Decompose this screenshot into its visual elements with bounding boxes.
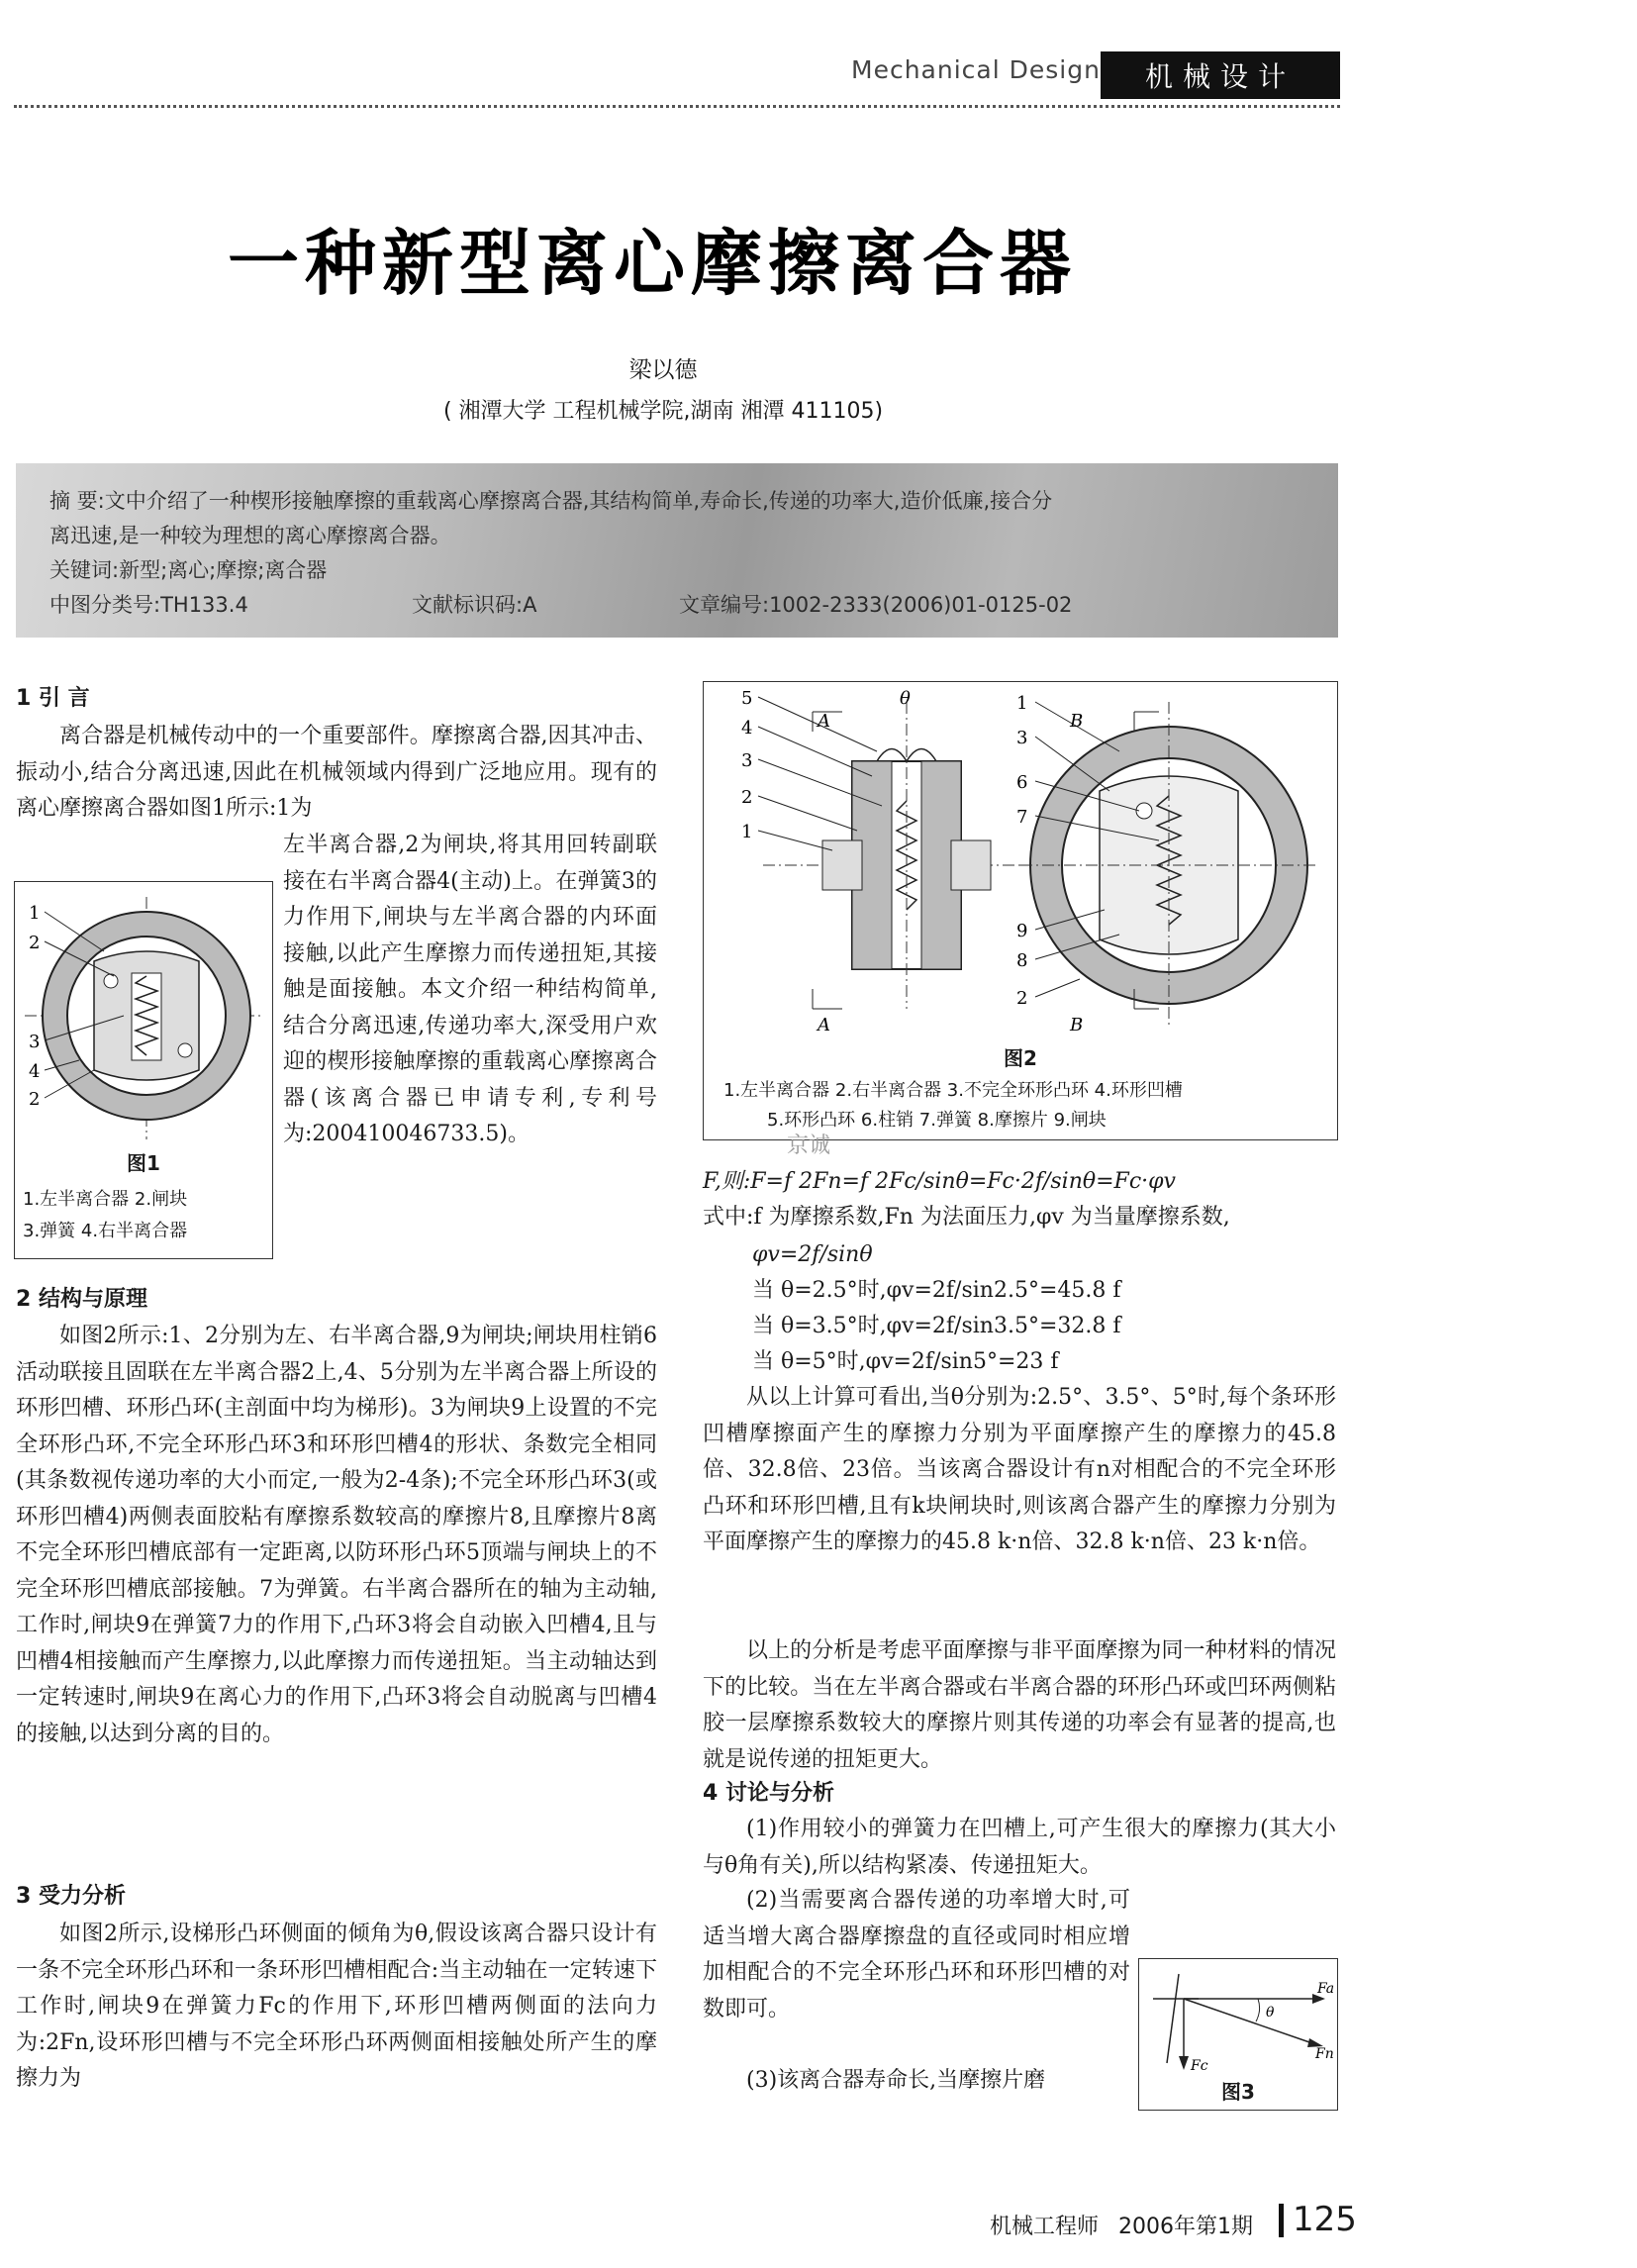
stamp-text: 京诚 [787,1134,831,1158]
fig1-title: 图1 [127,1151,160,1175]
section-3-heading: 3 受力分析 [16,1884,126,1909]
footer-issue: 2006年第1期 [1118,2215,1253,2239]
fig2-label-left-4: 4 [741,718,753,739]
discussion-item-2: (2)当需要离合器传递的功率增大时,可适当增大离合器摩擦盘的直径或同时相应增加相配合的不完全环形凸环和环形凹槽的对数即可。 [703,1888,1130,2021]
discussion-item-3: (3)该离合器寿命长,当摩擦片磨 [746,2068,1046,2093]
fig1-label-2: 2 [29,933,41,953]
fig1-label-5: 2 [29,1089,41,1110]
fig2-label-right-1: 1 [1016,693,1028,714]
formula-phi: φv=2f/sinθ [752,1242,873,1267]
abstract-line-1: 摘 要:文中介绍了一种楔形接触摩擦的重载离心摩擦离合器,其结构简单,寿命长,传递的功率大,造价低廉,接合分 [49,489,1053,513]
formula-case-3: 当 θ=5°时,φv=2f/sin5°=23 f [752,1349,1059,1374]
fig1-label-1: 1 [29,903,41,924]
section-1-paragraph-a: 离合器是机械传动中的一个重要部件。摩擦离合器,因其冲击、振动小,结合分离迅速,因此在机械领域内得到广泛地应用。现有的离心摩擦离合器如图1所示:1为 [16,724,657,821]
header-rule [14,105,1340,112]
footer-divider [1279,2204,1284,2237]
abstract-line-2: 离迅速,是一种较为理想的离心摩擦离合器。 [49,524,451,547]
article-number: 文章编号:1002-2333(2006)01-0125-02 [679,593,1073,617]
fig1-legend-2: 3.弹簧 4.右半离合器 [23,1221,188,1241]
journal-section-zh: 机械设计 [1101,51,1340,99]
formula-friction: F,则:F=f 2Fn=f 2Fc/sinθ=Fc·2f/sinθ=Fc·φv [703,1169,1176,1194]
section-1-heading: 1 引 言 [16,686,90,711]
fig3-label-fa: Fa [1317,1981,1335,1997]
fig2-section-a-bottom: A [818,1015,830,1035]
page-number: 125 [1293,2200,1357,2239]
fig2-section-b-bottom: B [1070,1015,1084,1035]
analysis-paragraph-1: 从以上计算可看出,当θ分别为:2.5°、3.5°、5°时,每个条环形凹槽摩擦面产生的摩擦力分别为平面摩擦产生的摩擦力的45.8倍、32.8倍、23倍。当该离合器设计有n对相配合的不完全环形凸环和环形凹槽,且有k块闸块时,则该离合器产生的摩擦力分别为平面摩擦产生的摩擦力的45.8 k·n倍、32.8 k·n倍、23 k·n倍。 [703,1385,1336,1554]
figure-1 [14,881,273,1259]
abstract-box [16,463,1338,638]
formula-explanation: 式中:f 为摩擦系数,Fn 为法面压力,φv 为当量摩擦系数, [703,1205,1230,1230]
section-2-paragraph: 如图2所示:1、2分别为左、右半离合器,9为闸块;闸块用柱销6活动联接且固联在左半离合器2上,4、5分别为左半离合器上所设的环形凹槽、环形凸环(主剖面中均为梯形)。3为闸块9上设置的不完全环形凸环,不完全环形凸环3和环形凹槽4的形状、条数完全相同(其条数视传递功率的大小而定,一般为2-4条);不完全环形凸环3(或环形凹槽4)两侧表面胶粘有摩擦系数较高的摩擦片8,且摩擦片8离不完全环形凹槽底部有一定距离,以防环形凸环5顶端与闸块上的不完全环形凹槽底部接触。7为弹簧。右半离合器所在的轴为主动轴,工作时,闸块9在弹簧7力的作用下,凸环3将会自动嵌入凹槽4,且与凹槽4相接触而产生摩擦力,以此摩擦力而传递扭矩。当主动轴达到一定转速时,闸块9在离心力的作用下,凸环3将会自动脱离与凹槽4的接触,以达到分离的目的。 [16,1324,657,1746]
fig2-section-b-top: B [1070,711,1084,732]
fig2-label-right-2: 2 [1016,988,1028,1009]
keywords: 关键词:新型;离心;摩擦;离合器 [49,558,328,582]
fig2-label-left-5: 5 [741,688,753,709]
fig1-label-4: 4 [29,1061,41,1082]
fig2-label-left-1: 1 [741,822,753,842]
figure-2-drawing [704,682,1337,1038]
section-3-paragraph: 如图2所示,设梯形凸环侧面的倾角为θ,假设该离合器只设计有一条不完全环形凸环和一条环形凹槽相配合:当主动轴在一定转速下工作时,闸块9在弹簧力Fc的作用下,环形凹槽两侧面的法向力为:2Fn,设环形凹槽与不完全环形凸环两侧面相接触处所产生的摩擦力为 [16,1922,657,2091]
figure-3-drawing [1139,1959,1337,2078]
figure-2 [703,681,1338,1140]
fig2-label-left-2: 2 [741,787,753,808]
fig1-label-3: 3 [29,1032,41,1052]
fig2-label-right-7: 7 [1016,807,1028,828]
fig3-title: 图3 [1221,2080,1255,2104]
fig2-legend-2: 5.环形凸环 6.柱销 7.弹簧 8.摩擦片 9.闸块 [767,1110,1107,1131]
fig2-section-a-top: A [818,711,830,732]
fig3-label-fn: Fn [1315,2046,1334,2062]
fig2-theta: θ [900,688,911,709]
fig2-label-right-9: 9 [1016,921,1028,941]
author: 梁以德 [628,357,698,383]
formula-case-1: 当 θ=2.5°时,φv=2f/sin2.5°=45.8 f [752,1278,1121,1303]
section-2-heading: 2 结构与原理 [16,1287,147,1312]
figure-3 [1138,1958,1338,2111]
paper-title: 一种新型离心摩擦离合器 [228,221,1078,305]
footer-journal: 机械工程师 [990,2215,1100,2239]
analysis-paragraph-2: 以上的分析是考虑平面摩擦与非平面摩擦为同一种材料的情况下的比较。当在左半离合器或右半离合器的环形凸环或凹环两侧粘胶一层摩擦系数较大的摩擦片则其传递的功率会有显著的提高,也就是说传递的扭矩更大。 [703,1638,1336,1772]
fig2-label-right-8: 8 [1016,950,1028,971]
fig2-title: 图2 [1004,1046,1037,1070]
doc-code: 文献标识码:A [412,593,537,617]
fig2-label-left-3: 3 [741,750,753,771]
figure-1-drawing [15,882,272,1179]
section-1-paragraph-b: 左半离合器,2为闸块,将其用回转副联接在右半离合器4(主动)上。在弹簧3的力作用下,闸块与左半离合器的内环面接触,以此产生摩擦力而传递扭矩,其接触是面接触。本文介绍一种结构简单,结合分离迅速,传递功率大,深受用户欢迎的楔形接触摩擦的重载离心摩擦离合器(该离合器已申请专利,专利号为:200410046733.5)。 [283,833,657,1146]
clc-number: 中图分类号:TH133.4 [49,593,248,617]
formula-case-2: 当 θ=3.5°时,φv=2f/sin3.5°=32.8 f [752,1314,1121,1338]
fig1-legend-1: 1.左半离合器 2.闸块 [23,1189,188,1210]
section-4-heading: 4 讨论与分析 [703,1781,834,1806]
fig2-label-right-3: 3 [1016,728,1028,748]
fig2-label-right-6: 6 [1016,772,1028,793]
discussion-item-1: (1)作用较小的弹簧力在凹槽上,可产生很大的摩擦力(其大小与θ角有关),所以结构紧凑、传递扭矩大。 [703,1817,1336,1878]
fig2-legend-1: 1.左半离合器 2.右半离合器 3.不完全环形凸环 4.环形凹槽 [723,1080,1183,1101]
affiliation: ( 湘潭大学 工程机械学院,湖南 湘潭 411105) [442,399,884,424]
journal-section-en: Mechanical Design [851,55,1101,84]
fig3-theta: θ [1266,2005,1275,2021]
fig3-label-fc: Fc [1191,2058,1208,2074]
